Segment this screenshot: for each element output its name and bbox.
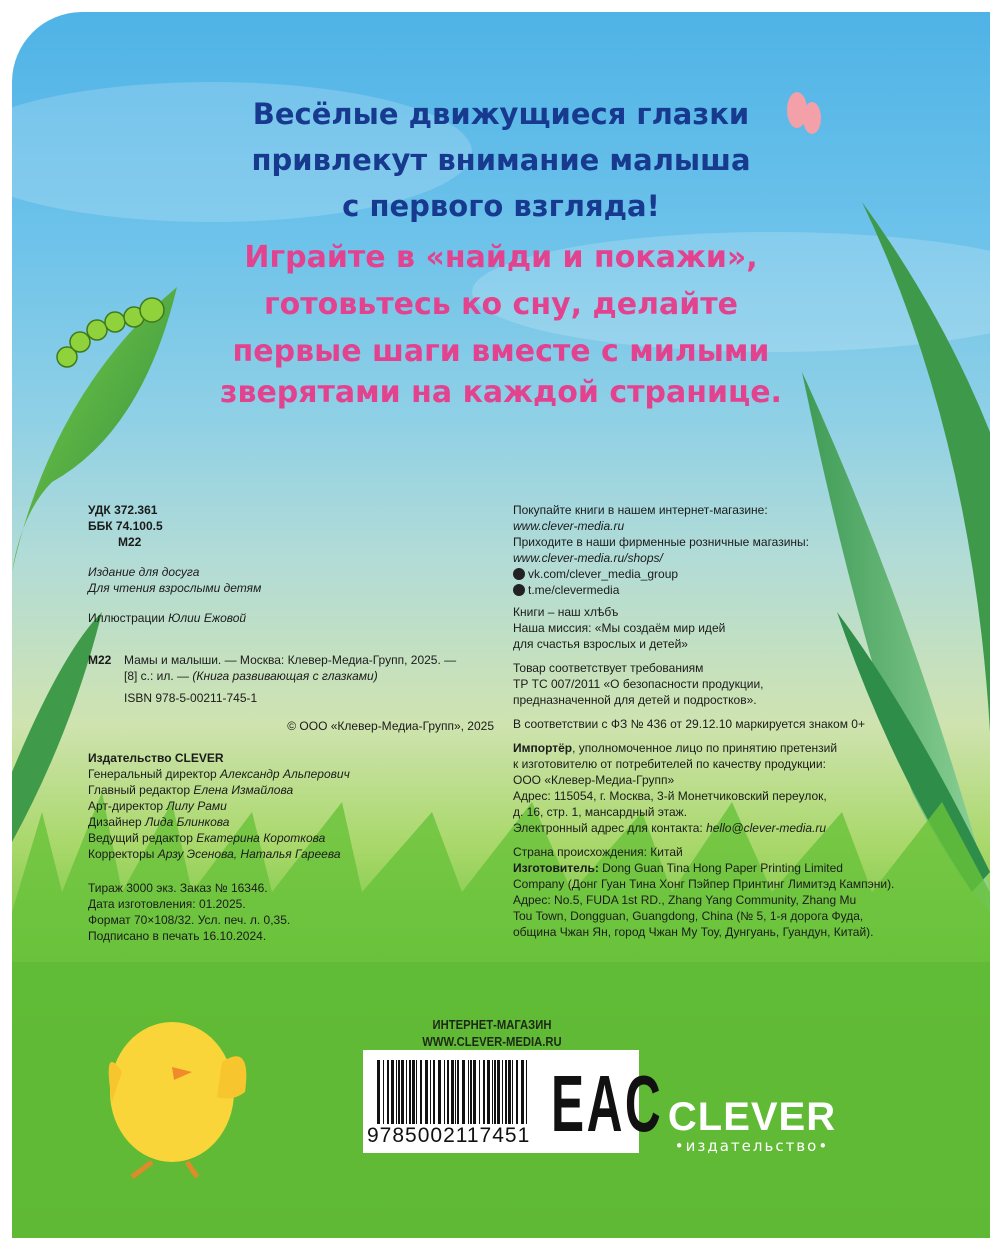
staff-line: [88, 814, 494, 830]
barcode-bar: [492, 1060, 493, 1124]
text: Генеральный директор: [88, 767, 221, 781]
barcode-bar: [430, 1060, 431, 1124]
barcode-bar: [412, 1060, 415, 1124]
headline-blue-2: привлекут внимание малыша: [251, 143, 751, 177]
importer-label: Импортёр: [513, 741, 573, 755]
text: Лида Блинкова: [145, 815, 230, 829]
barcode-bar: [497, 1060, 500, 1124]
barcode-bar: [494, 1060, 496, 1124]
print-info: Подписано в печать 16.10.2024.: [88, 929, 267, 943]
series: (Книга развивающая с глазками): [192, 669, 378, 683]
barcode-bar: [447, 1060, 449, 1124]
text: Елена Измайлова: [193, 783, 294, 797]
barcode-bar: [457, 1060, 459, 1124]
bib-line: Мамы и малыши. — Москва: Клевер-Медиа-Групп, 2025. —: [124, 653, 457, 667]
conformity: Товар соответствует требованиям: [513, 661, 704, 675]
online-shop: [402, 1017, 582, 1051]
telegram-icon: [513, 584, 525, 596]
text: ИНТЕРНЕТ-МАГАЗИН: [432, 1018, 552, 1032]
print-info: Формат 70×108/32. Усл. печ. л. 0,35.: [88, 913, 291, 927]
vk-link[interactable]: vk.com/clever_media_group: [528, 567, 679, 581]
barcode-bar: [391, 1060, 394, 1124]
barcode-bar: [473, 1060, 476, 1124]
text: община Чжан Ян, город Чжан Му Тоу, Дунгуань, Гуандун, Китай).: [513, 925, 874, 939]
eac-mark: EAC: [551, 1059, 664, 1148]
publisher: Издательство CLEVER: [88, 751, 224, 765]
barcode-box: [363, 1050, 664, 1153]
edition-note: Издание для досуга: [88, 565, 200, 579]
barcode-bar: [487, 1060, 490, 1124]
telegram-link[interactable]: t.me/clevermedia: [528, 583, 620, 597]
barcode-bar: [451, 1060, 454, 1124]
text: Электронный адрес для контакта:: [513, 821, 707, 835]
text: Ведущий редактор: [88, 831, 197, 845]
staff-line: [88, 782, 494, 798]
text: Dong Guan Tina Hong Paper Printing Limited: [598, 861, 843, 875]
staff-line: [88, 846, 494, 862]
barcode-bar: [396, 1060, 397, 1124]
barcode-bar: [479, 1060, 480, 1124]
headline-pink-1: Играйте в «найди и покажи»,: [244, 240, 758, 275]
barcode-bar: [444, 1060, 445, 1124]
barcode-bar: [401, 1060, 404, 1124]
headline-pink-3: первые шаги вместе с милыми: [232, 334, 770, 369]
maker-label: Изготовитель:: [513, 861, 599, 875]
shop-url: WWW.CLEVER-MEDIA.RU: [422, 1035, 562, 1049]
text: Александр Альперович: [220, 767, 350, 781]
udk: УДК 372.361: [88, 503, 158, 517]
print-info: Тираж 3000 экз. Заказ № 16346.: [88, 881, 268, 895]
barcode-bar: [512, 1060, 513, 1124]
text: Арзу Эсенова, Наталья Гареева: [157, 847, 341, 861]
barcode-bar: [420, 1060, 422, 1124]
barcode-number: 9785002117451: [367, 1124, 531, 1147]
author-code: М22: [118, 535, 142, 549]
barcode-bar: [521, 1060, 524, 1124]
isbn: ISBN 978-5-00211-745-1: [124, 691, 258, 705]
text: Наша миссия: «Мы создаём мир идей: [513, 621, 726, 635]
text: д. 16, стр. 1, мансардный этаж.: [513, 805, 688, 819]
barcode-bar: [416, 1060, 417, 1124]
barcode-bar: [508, 1060, 511, 1124]
barcode-bar: [398, 1060, 400, 1124]
barcode-bar: [468, 1060, 469, 1124]
bbk: ББК 74.100.5: [88, 519, 163, 533]
text: Адрес: 115054, г. Москва, 3-й Монетчиковский переулок,: [513, 789, 827, 803]
barcode-bar: [387, 1060, 389, 1124]
text: Екатерина Короткова: [196, 831, 326, 845]
vk-icon: [513, 568, 525, 580]
barcode: [377, 1060, 527, 1130]
text: •издательство•: [674, 1137, 830, 1155]
staff-line: [88, 798, 494, 814]
bib-code: М22: [88, 653, 112, 667]
barcode-bar: [438, 1060, 441, 1124]
barcode-bar: [526, 1060, 527, 1124]
reader-note: Для чтения взрослыми детям: [88, 581, 262, 595]
text: Главный редактор: [88, 783, 194, 797]
text: Адрес: No.5, FUDA 1st RD., Zhang Yang Community, Zhang Mu: [513, 893, 857, 907]
barcode-bar: [455, 1060, 456, 1124]
text: Корректоры: [88, 847, 158, 861]
staff-line: [88, 830, 494, 846]
illustrator: [88, 610, 494, 626]
headline-blue-3: с первого взгляда!: [342, 189, 660, 223]
barcode-bar: [516, 1060, 518, 1124]
headline-pink-2: готовьтесь ко сну, делайте: [263, 287, 739, 322]
barcode-bar: [470, 1060, 472, 1124]
text: [8] с.: ил. —: [124, 669, 193, 683]
staff-line: [88, 766, 494, 782]
barcode-bar: [462, 1060, 465, 1124]
shops-text: Приходите в наши фирменные розничные магазины:: [513, 535, 810, 549]
text: Иллюстрации: [88, 611, 169, 625]
text: ООО «Клевер-Медиа-Групп»: [513, 773, 675, 787]
headline-pink-4: зверятами на каждой странице.: [220, 375, 782, 410]
barcode-bar: [433, 1060, 435, 1124]
text: Арт-директор: [88, 799, 167, 813]
text: Company (Донг Гуан Тина Хонг Пэйпер Принтинг Лимитэд Кампэни).: [513, 877, 895, 891]
text: , уполномоченное лицо по принятию претензий: [572, 741, 838, 755]
text: для счастья взрослых и детей»: [513, 637, 688, 651]
text: к изготовителю от потребителей по качеству продукции:: [513, 757, 826, 771]
text: Дизайнер: [88, 815, 146, 829]
text: ТР ТС 007/2011 «О безопасности продукции,: [513, 677, 764, 691]
text: CLEVER: [667, 1095, 837, 1139]
barcode-bar: [409, 1060, 411, 1124]
imprint-right: [513, 502, 933, 940]
copyright: © ООО «Клевер-Медиа-Групп», 2025: [287, 719, 494, 733]
email-link[interactable]: hello@clever-media.ru: [706, 821, 827, 835]
imprint-left: [88, 502, 494, 944]
text: Юлии Ежовой: [168, 611, 247, 625]
barcode-bar: [505, 1060, 507, 1124]
country: Страна происхождения: Китай: [513, 845, 683, 859]
barcode-bar: [502, 1060, 503, 1124]
barcode-bar: [425, 1060, 428, 1124]
site-link[interactable]: www.clever-media.ru: [513, 519, 625, 533]
print-info: Дата изготовления: 01.2025.: [88, 897, 246, 911]
barcode-bar: [377, 1060, 380, 1124]
barcode-bar: [406, 1060, 407, 1124]
age-rating: В соответствии с ФЗ № 436 от 29.12.10 маркируется знаком 0+: [513, 717, 865, 731]
headline-blue-1: Весёлые движущиеся глазки: [252, 97, 750, 131]
shops-link[interactable]: www.clever-media.ru/shops/: [513, 551, 663, 565]
barcode-bar: [483, 1060, 485, 1124]
text: предназначенной для детей и подростков».: [513, 693, 757, 707]
barcode-bar: [383, 1060, 384, 1124]
text: Tou Town, Dongguan, Guangdong, China (№ 5, 1-я дорога Фуда,: [513, 909, 864, 923]
buy-text: Покупайте книги в нашем интернет-магазине:: [513, 503, 768, 517]
text: Лилу Рами: [166, 799, 227, 813]
clever-logo: [664, 1096, 840, 1154]
book-back-cover: [12, 12, 990, 1238]
motto: Книги – наш хлѣбъ: [513, 605, 619, 619]
